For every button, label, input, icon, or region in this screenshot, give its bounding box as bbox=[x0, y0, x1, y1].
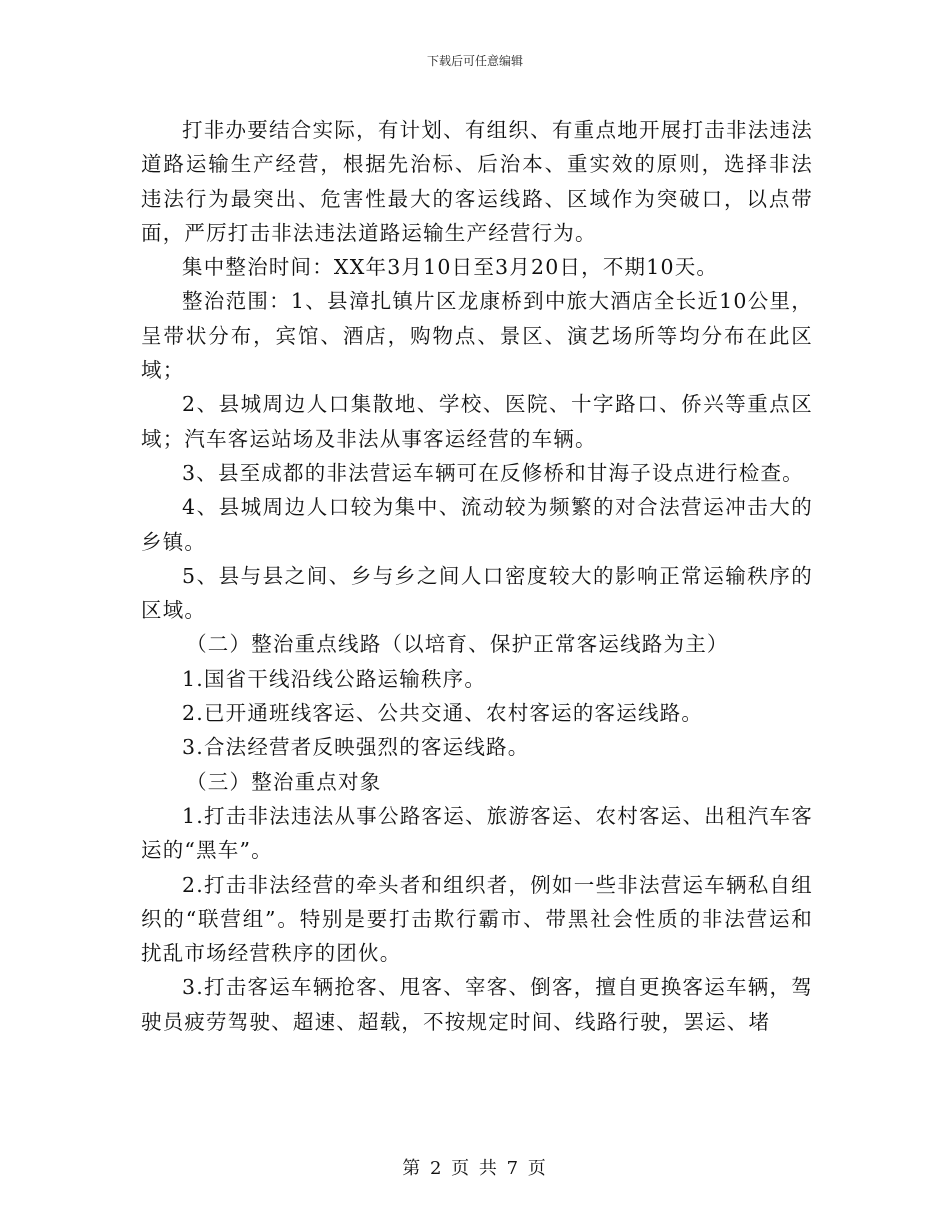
paragraph: 2、县城周边人口集散地、学校、医院、十字路口、侨兴等重点区域；汽车客运站场及非法从事客运经营的车辆。 bbox=[141, 392, 813, 451]
list-item: 3.打击客运车辆抢客、甩客、宰客、倒客，擅自更换客运车辆，驾驶员疲劳驾驶、超速、超载，不按规定时间、线路行驶，罢运、堵 bbox=[141, 975, 813, 1034]
paragraph: 3、县至成都的非法营运车辆可在反修桥和甘海子设点进行检查。 bbox=[182, 460, 804, 485]
list-item: 2.打击非法经营的牵头者和组织者，例如一些非法营运车辆私自组织的“联营组”。特别是要打击欺行霸市、带黑社会性质的非法营运和扰乱市场经营秩序的团伙。 bbox=[141, 872, 813, 966]
list-item: 1.国省干线沿线公路运输秩序。 bbox=[182, 666, 487, 691]
page-header: 下载后可任意编辑 bbox=[426, 54, 523, 68]
paragraph: 集中整治时间：XX年3月10日至3月20日，不期10天。 bbox=[182, 255, 719, 280]
section-heading: （三）整治重点对象 bbox=[186, 769, 382, 794]
section-heading: （二）整治重点线路（以培育、保护正常客运线路为主） bbox=[186, 632, 729, 657]
list-item: 2.已开通班线客运、公共交通、农村客运的客运线路。 bbox=[182, 701, 704, 726]
page-number: 第 2 页 共 7 页 bbox=[402, 1158, 548, 1179]
list-item: 1.打击非法违法从事公路客运、旅游客运、农村客运、出租汽车客运的“黑车”。 bbox=[141, 803, 813, 863]
paragraph: 打非办要结合实际，有计划、有组织、有重点地开展打击非法违法道路运输生产经营，根据先治标、后治本、重实效的原则，选择非法违法行为最突出、危害性最大的客运线路、区域作为突破口，以点带面，严厉打击非法违法道路运输生产经营行为。 bbox=[141, 118, 813, 245]
paragraph: 整治范围：1、县漳扎镇片区龙康桥到中旅大酒店全长近10公里，呈带状分布，宾馆、酒店，购物点、景区、演艺场所等均分布在此区域； bbox=[141, 289, 813, 383]
paragraph: 5、县与县之间、乡与乡之间人口密度较大的影响正常运输秩序的区域。 bbox=[141, 563, 813, 623]
document-body bbox=[141, 113, 813, 1039]
paragraph: 4、县城周边人口较为集中、流动较为频繁的对合法营运冲击大的乡镇。 bbox=[141, 495, 813, 554]
list-item: 3.合法经营者反映强烈的客运线路。 bbox=[182, 735, 530, 760]
